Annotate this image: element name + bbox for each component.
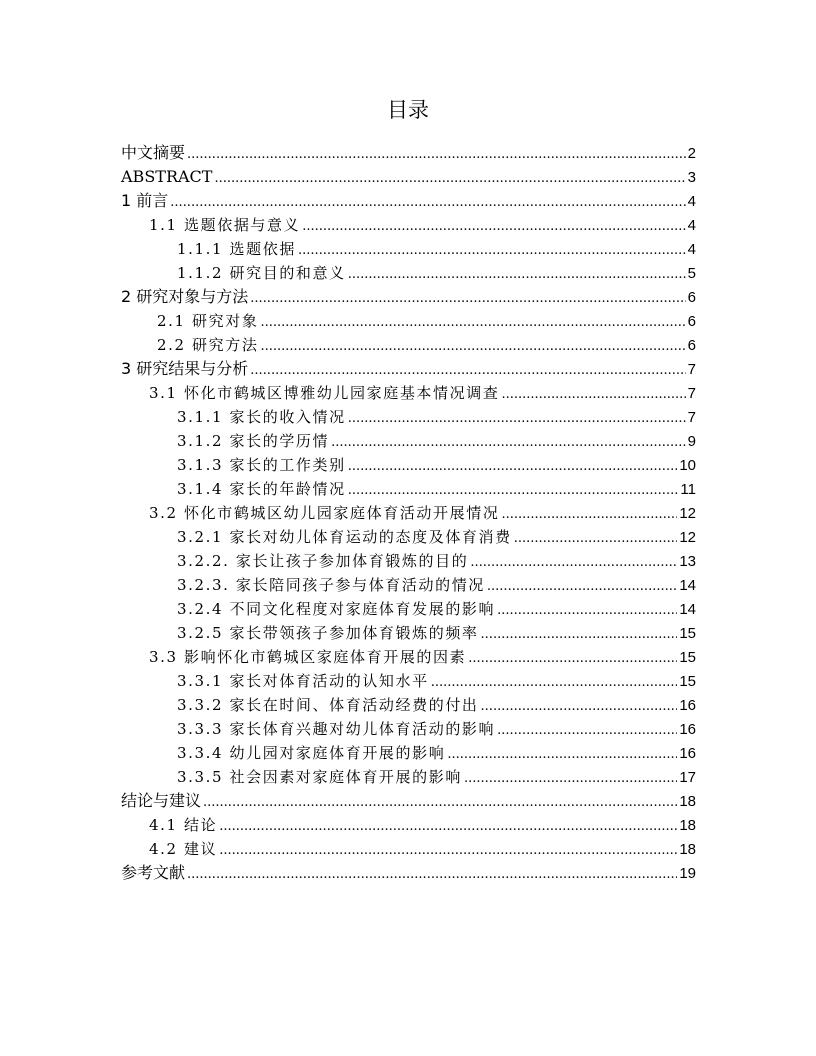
toc-page-number: 7	[687, 385, 696, 402]
toc-title: 目录	[387, 98, 429, 122]
toc-entry-text: 3.2 怀化市鹤城区幼儿园家庭体育活动开展情况	[149, 504, 500, 522]
toc-entry-text: 3.2.1 家长对幼儿体育运动的态度及体育消费	[177, 528, 512, 546]
toc-entry-references[interactable]	[121, 861, 696, 885]
dot-leader	[487, 575, 677, 599]
dot-leader	[348, 479, 679, 503]
dot-leader	[219, 815, 677, 839]
toc-page-number: 6	[687, 313, 696, 330]
toc-page-number: 15	[679, 649, 696, 666]
toc-entry-text: 参考文献	[121, 863, 186, 882]
toc-entry-text: 3.2.2. 家长让孩子参加体育锻炼的目的	[177, 552, 469, 570]
toc-page-number: 3	[687, 169, 696, 186]
toc-entry-3-2-1[interactable]	[121, 525, 696, 549]
toc-entry-text: 3.2.5 家长带领孩子参加体育锻炼的频率	[177, 624, 479, 642]
dot-leader	[298, 239, 686, 263]
toc-page-number: 18	[679, 817, 696, 834]
toc-page-number: 4	[687, 217, 696, 234]
toc-entry-3-3-1[interactable]	[121, 669, 696, 693]
dot-leader	[468, 647, 677, 671]
toc-page-number: 13	[679, 553, 696, 570]
dot-leader	[447, 743, 677, 767]
toc-entry-3[interactable]	[121, 357, 696, 381]
toc-entry-text: 4.2 建议	[149, 840, 218, 858]
toc-entry-text: 2.2 研究方法	[157, 336, 259, 354]
dot-leader	[302, 215, 685, 239]
dot-leader	[431, 671, 678, 695]
toc-entry-3-3-4[interactable]	[121, 741, 696, 765]
toc-entry-3-1[interactable]	[121, 381, 696, 405]
dot-leader	[348, 407, 686, 431]
toc-entry-text: ABSTRACT	[121, 167, 213, 186]
toc-entry-3-1-2[interactable]	[121, 429, 696, 453]
toc-entry-text: 3.3.4 幼儿园对家庭体育开展的影响	[177, 744, 446, 762]
dot-leader	[260, 335, 685, 359]
dot-leader	[214, 167, 685, 191]
toc-entry-chinese-abstract[interactable]	[121, 141, 696, 165]
toc-entry-text: 4.1 结论	[149, 816, 218, 834]
toc-entry-text: 3.1.2 家长的学历情	[177, 432, 330, 450]
toc-page-number: 19	[679, 865, 696, 882]
toc-entry-text: 3.3.1 家长对体育活动的认知水平	[177, 672, 429, 690]
toc-entry-text: 3.3.2 家长在时间、体育活动经费的付出	[177, 696, 479, 714]
toc-page-number: 10	[679, 457, 696, 474]
toc-entry-1[interactable]	[121, 189, 696, 213]
toc-page-number: 18	[679, 841, 696, 858]
toc-entry-3-2-4[interactable]	[121, 597, 696, 621]
toc-entry-text: 结论与建议	[121, 791, 202, 810]
toc-page-number: 15	[679, 625, 696, 642]
toc-entry-3-1-3[interactable]	[121, 453, 696, 477]
dot-leader	[348, 263, 686, 287]
dot-leader	[187, 143, 686, 167]
toc-entry-3-2[interactable]	[121, 501, 696, 525]
toc-entry-3-3-3[interactable]	[121, 717, 696, 741]
dot-leader	[219, 839, 677, 863]
toc-page-number: 6	[687, 289, 696, 306]
toc-entry-4-2[interactable]	[121, 837, 696, 861]
toc-entry-text: 3.2.3. 家长陪同孩子参与体育活动的情况	[177, 576, 485, 594]
toc-entry-1-1-1[interactable]	[121, 237, 696, 261]
toc-entry-2-1[interactable]	[121, 309, 696, 333]
dot-leader	[481, 623, 678, 647]
toc-page-number: 12	[679, 505, 696, 522]
dot-leader	[170, 191, 685, 215]
toc-entry-text: 3.1.3 家长的工作类别	[177, 456, 346, 474]
toc-entry-3-2-2[interactable]	[121, 549, 696, 573]
toc-page-number: 2	[687, 145, 696, 162]
toc-entry-3-2-3[interactable]	[121, 573, 696, 597]
toc-entry-3-1-4[interactable]	[121, 477, 696, 501]
dot-leader	[497, 719, 677, 743]
dot-leader	[348, 455, 678, 479]
toc-page-number: 14	[679, 601, 696, 618]
toc-entry-text: 3 研究结果与分析	[121, 359, 249, 378]
toc-page-number: 18	[679, 793, 696, 810]
toc-entry-3-2-5[interactable]	[121, 621, 696, 645]
table-of-contents	[121, 141, 696, 885]
toc-entry-4-1[interactable]	[121, 813, 696, 837]
dot-leader	[187, 863, 677, 887]
toc-entry-abstract[interactable]	[121, 165, 696, 189]
toc-page-number: 9	[687, 433, 696, 450]
toc-entry-conclusions[interactable]	[121, 789, 696, 813]
toc-entry-3-1-1[interactable]	[121, 405, 696, 429]
toc-entry-text: 2 研究对象与方法	[121, 287, 249, 306]
toc-entry-text: 3.3.3 家长体育兴趣对幼儿体育活动的影响	[177, 720, 496, 738]
toc-page-number: 6	[687, 337, 696, 354]
toc-entry-text: 1.1.1 选题依据	[177, 240, 296, 258]
toc-page-number: 16	[679, 745, 696, 762]
toc-page-number: 11	[680, 481, 696, 498]
toc-entry-text: 3.2.4 不同文化程度对家庭体育发展的影响	[177, 600, 496, 618]
toc-entry-3-3[interactable]	[121, 645, 696, 669]
toc-entry-1-1[interactable]	[121, 213, 696, 237]
dot-leader	[250, 287, 685, 311]
toc-page-number: 15	[679, 673, 696, 690]
toc-page-number: 16	[679, 697, 696, 714]
dot-leader	[481, 695, 678, 719]
dot-leader	[250, 359, 685, 383]
toc-page-number: 4	[687, 193, 696, 210]
dot-leader	[501, 503, 677, 527]
toc-entry-text: 3.1 怀化市鹤城区博雅幼儿园家庭基本情况调查	[149, 384, 500, 402]
toc-entry-2-2[interactable]	[121, 333, 696, 357]
toc-page-number: 14	[679, 577, 696, 594]
toc-page-number: 4	[687, 241, 696, 258]
toc-entry-3-3-2[interactable]	[121, 693, 696, 717]
dot-leader	[464, 767, 677, 791]
toc-entry-text: 1.1 选题依据与意义	[149, 216, 301, 234]
toc-page-number: 12	[679, 529, 696, 546]
dot-leader	[331, 431, 686, 455]
dot-leader	[497, 599, 677, 623]
dot-leader	[203, 791, 677, 815]
toc-entry-1-1-2[interactable]	[121, 261, 696, 285]
toc-page-number: 7	[687, 409, 696, 426]
toc-entry-text: 3.1.4 家长的年龄情况	[177, 480, 346, 498]
dot-leader	[501, 383, 685, 407]
dot-leader	[260, 311, 685, 335]
toc-entry-2[interactable]	[121, 285, 696, 309]
toc-entry-text: 1 前言	[121, 191, 169, 210]
toc-page-number: 5	[687, 265, 696, 282]
dot-leader	[470, 551, 677, 575]
dot-leader	[514, 527, 678, 551]
toc-entry-text: 中文摘要	[121, 143, 186, 162]
toc-page-number: 16	[679, 721, 696, 738]
toc-entry-text: 3.3 影响怀化市鹤城区家庭体育开展的因素	[149, 648, 467, 666]
toc-entry-text: 3.1.1 家长的收入情况	[177, 408, 346, 426]
toc-entry-text: 1.1.2 研究目的和意义	[177, 264, 346, 282]
toc-page-number: 7	[687, 361, 696, 378]
toc-entry-3-3-5[interactable]	[121, 765, 696, 789]
toc-page-number: 17	[679, 769, 696, 786]
toc-entry-text: 3.3.5 社会因素对家庭体育开展的影响	[177, 768, 462, 786]
toc-entry-text: 2.1 研究对象	[157, 312, 259, 330]
